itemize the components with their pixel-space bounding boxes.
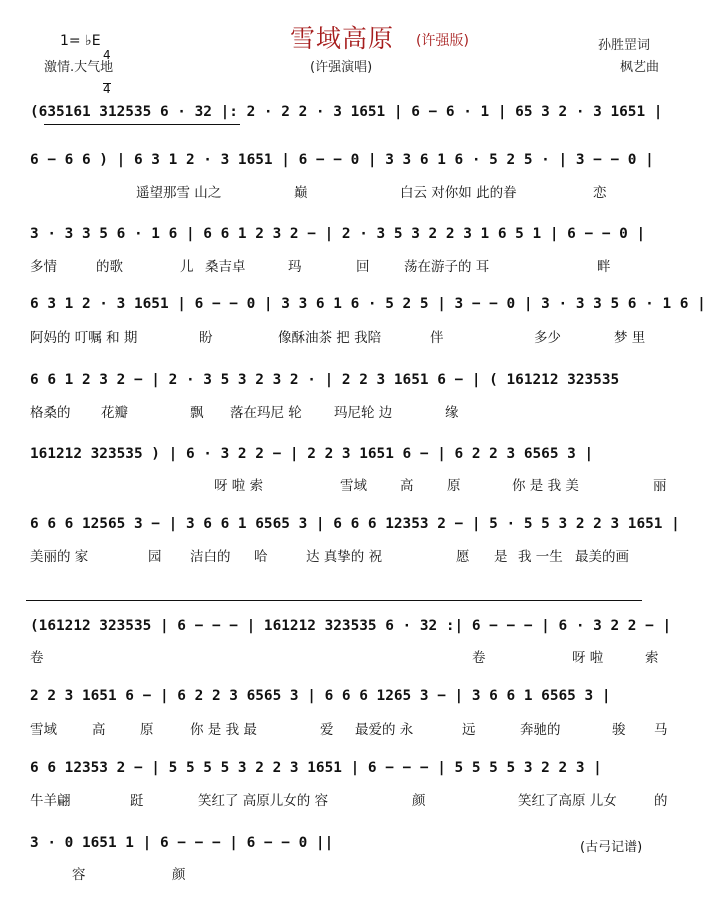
score-row-notes: 6 6 6 12565 3 − | 3 6 6 1 6565 3 | 6 6 6 12353 2 − | 5 · 5 5 3 2 2 3 1651 | bbox=[30, 516, 680, 532]
lyric-segment: 我 一生 bbox=[518, 549, 563, 565]
lyric-segment: 玛尼轮 边 bbox=[334, 405, 393, 421]
lyric-segment: 洁白的 bbox=[190, 549, 231, 565]
lyric-segment: 多少 bbox=[534, 330, 561, 346]
lyricist-credit: 孙胜罡词 bbox=[598, 38, 651, 53]
lyric-segment: 爱 bbox=[320, 722, 334, 738]
lyric-segment: 多情 bbox=[30, 259, 57, 275]
transcriber-credit: (古弓记谱) bbox=[580, 840, 643, 855]
lyric-segment: 园 bbox=[148, 549, 162, 565]
lyric-segment: 颜 bbox=[412, 793, 426, 809]
lyric-segment: 达 真挚的 祝 bbox=[306, 549, 383, 565]
lyric-segment: 跹 bbox=[130, 793, 144, 809]
score-row-notes: 2 2 3 1651 6 − | 6 2 2 3 6565 3 | 6 6 6 1265 3 − | 3 6 6 1 6565 3 | bbox=[30, 688, 611, 704]
lyric-segment: 荡在游子的 耳 bbox=[404, 259, 490, 275]
lyric-segment: 巅 bbox=[294, 185, 308, 201]
score-row-notes: 6 3 1 2 · 3 1651 | 6 − − 0 | 3 3 6 1 6 · 5 2 5 | 3 − − 0 | 3 · 3 3 5 6 · 1 6 | bbox=[30, 296, 706, 312]
lyric-segment: 桑吉卓 bbox=[205, 259, 246, 275]
score-row-notes: (635161 312535 6 · 32 |: 2 · 2 2 · 3 1651 | 6 − 6 · 1 | 65 3 2 · 3 1651 | bbox=[30, 104, 663, 120]
score-row-notes: 6 6 1 2 3 2 − | 2 · 3 5 3 2 3 2 · | 2 2 3 1651 6 − | ( 161212 323535 bbox=[30, 372, 620, 388]
lyric-segment: 最爱的 永 bbox=[355, 722, 414, 738]
lyric-segment: 梦 里 bbox=[614, 330, 646, 346]
singer-credit: (许强演唱) bbox=[310, 60, 373, 75]
lyric-segment: 缘 bbox=[445, 405, 459, 421]
lyric-segment: 骏 bbox=[612, 722, 626, 738]
lyric-segment: 颜 bbox=[172, 867, 186, 883]
lyric-segment: 雪域 bbox=[340, 478, 367, 494]
lyric-segment: 的歌 bbox=[96, 259, 123, 275]
lyric-segment: 牛羊翩 bbox=[30, 793, 71, 809]
title-version: (许强版) bbox=[416, 33, 469, 49]
lyric-segment: 卷 bbox=[30, 650, 44, 666]
lyric-segment: 你 是 我 美 bbox=[512, 478, 579, 494]
lyric-segment: 恋 bbox=[593, 185, 607, 201]
volta-bracket-1 bbox=[26, 600, 462, 601]
score-row-notes: 161212 323535 ) | 6 · 3 2 2 − | 2 2 3 1651 6 − | 6 2 2 3 6565 3 | bbox=[30, 446, 594, 462]
lyric-segment: 飘 bbox=[190, 405, 204, 421]
lyric-segment: 雪域 bbox=[30, 722, 57, 738]
lyric-segment: 的 bbox=[654, 793, 668, 809]
lyric-segment: 呀 啦 索 bbox=[214, 478, 264, 494]
lyric-segment: 盼 bbox=[199, 330, 213, 346]
lyric-segment: 阿妈的 叮嘱 和 期 bbox=[30, 330, 138, 346]
lyric-segment: 格桑的 bbox=[30, 405, 71, 421]
song-title: 雪域高原 bbox=[290, 24, 395, 53]
lyric-segment: 高 bbox=[92, 722, 106, 738]
score-row-notes: 6 6 12353 2 − | 5 5 5 5 3 2 2 3 1651 | 6 − − − | 5 5 5 5 3 2 2 3 | bbox=[30, 760, 602, 776]
lyric-segment: 落在玛尼 轮 bbox=[230, 405, 302, 421]
lyric-segment: 花瓣 bbox=[101, 405, 128, 421]
lyric-segment: 原 bbox=[447, 478, 461, 494]
lyric-segment: 笑红了高原 儿女 bbox=[518, 793, 617, 809]
lyric-segment: 儿 bbox=[180, 259, 194, 275]
tempo-mark: 激情.大气地 bbox=[44, 60, 114, 75]
lyric-segment: 你 是 我 最 bbox=[190, 722, 257, 738]
lyric-segment: 丽 bbox=[653, 478, 667, 494]
key-signature: 1= ♭E bbox=[60, 33, 101, 49]
time-signature-top: 4 bbox=[103, 48, 111, 62]
lyric-segment: 畔 bbox=[597, 259, 611, 275]
time-signature-bottom: 4 bbox=[103, 82, 111, 96]
lyric-segment: 呀 啦 bbox=[572, 650, 604, 666]
lyric-segment: 白云 对你如 此的眷 bbox=[400, 185, 517, 201]
volta-bracket-2 bbox=[462, 600, 642, 601]
lyric-segment: 容 bbox=[72, 867, 86, 883]
lyric-segment: 笑红了 高原儿女的 容 bbox=[198, 793, 329, 809]
lyric-segment: 高 bbox=[400, 478, 414, 494]
lyric-segment: 玛 bbox=[288, 259, 302, 275]
score-row-notes: (161212 323535 | 6 − − − | 161212 323535 6 · 32 :| 6 − − − | 6 · 3 2 2 − | bbox=[30, 618, 672, 634]
lyric-segment: 马 bbox=[654, 722, 668, 738]
score-row-notes: 6 − 6 6 ) | 6 3 1 2 · 3 1651 | 6 − − 0 | 3 3 6 1 6 · 5 2 5 · | 3 − − 0 | bbox=[30, 152, 654, 168]
lyric-segment: 伴 bbox=[430, 330, 444, 346]
lyric-segment: 像酥油茶 把 我陪 bbox=[278, 330, 382, 346]
lyric-segment: 是 bbox=[494, 549, 508, 565]
lyric-segment: 原 bbox=[140, 722, 154, 738]
score-row-notes: 3 · 3 3 5 6 · 1 6 | 6 6 1 2 3 2 − | 2 · 3 5 3 2 2 3 1 6 5 1 | 6 − − 0 | bbox=[30, 226, 646, 242]
lyric-segment: 最美的画 bbox=[575, 549, 629, 565]
lyric-segment: 卷 bbox=[472, 650, 486, 666]
score-row-notes: 3 · 0 1651 1 | 6 − − − | 6 − − 0 || bbox=[30, 835, 334, 851]
lyric-segment: 索 bbox=[645, 650, 659, 666]
lyric-segment: 愿 bbox=[456, 549, 470, 565]
composer-credit: 枫艺曲 bbox=[620, 60, 660, 75]
lyric-segment: 美丽的 家 bbox=[30, 549, 89, 565]
lyric-segment: 遥望那雪 山之 bbox=[136, 185, 222, 201]
lyric-segment: 奔驰的 bbox=[520, 722, 561, 738]
lyric-segment: 回 bbox=[356, 259, 370, 275]
underline-beam bbox=[44, 124, 240, 125]
lyric-segment: 远 bbox=[462, 722, 476, 738]
lyric-segment: 哈 bbox=[254, 549, 268, 565]
